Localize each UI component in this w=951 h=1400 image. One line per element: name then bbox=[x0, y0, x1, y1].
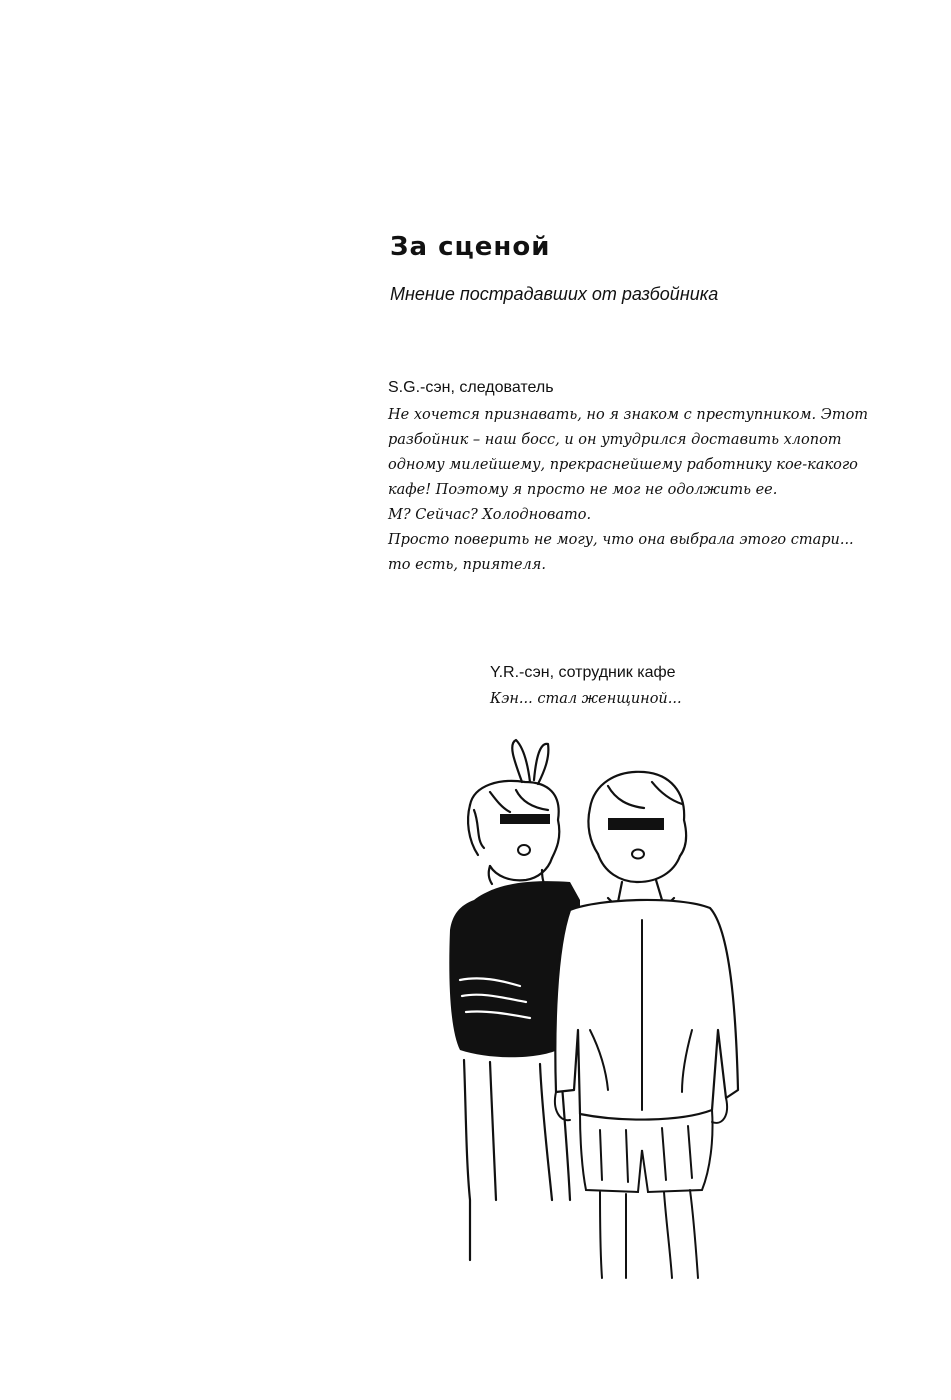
hair-ears-left-person bbox=[512, 740, 530, 782]
quote-line: М? Сейчас? Холодновато. bbox=[388, 507, 592, 523]
quote-line: кафе! Поэтому я просто не мог не одолжить ее. bbox=[388, 482, 778, 498]
interview-block-2 bbox=[490, 664, 682, 712]
page-title: За сценой bbox=[390, 232, 551, 262]
page-subtitle: Мнение пострадавших от разбойника bbox=[390, 284, 719, 304]
speaker-label: S.G.-сэн, следователь bbox=[388, 379, 554, 396]
illustration-two-people bbox=[430, 730, 760, 1280]
illustration-svg bbox=[430, 730, 760, 1280]
quote-line: одному милейшему, прекраснейшему работнику кое-какого bbox=[388, 457, 858, 473]
censor-bar-left bbox=[500, 814, 550, 824]
interview-block-1 bbox=[388, 379, 888, 578]
quote-line: Не хочется признавать, но я знаком с преступником. Этот bbox=[388, 407, 869, 423]
quote-line: разбойник – наш босс, и он утудрился доставить хлопот bbox=[388, 432, 842, 448]
quote-line: то есть, приятеля. bbox=[388, 557, 546, 573]
speaker-label: Y.R.-сэн, сотрудник кафе bbox=[490, 664, 676, 681]
censor-bar-right bbox=[608, 818, 664, 830]
head-right-person bbox=[590, 772, 686, 856]
quote-line: Просто поверить не могу, что она выбрала этого стари... bbox=[388, 532, 854, 548]
quote-line: Кэн... стал женщиной... bbox=[490, 691, 682, 707]
shirt-right-person bbox=[555, 900, 738, 1120]
